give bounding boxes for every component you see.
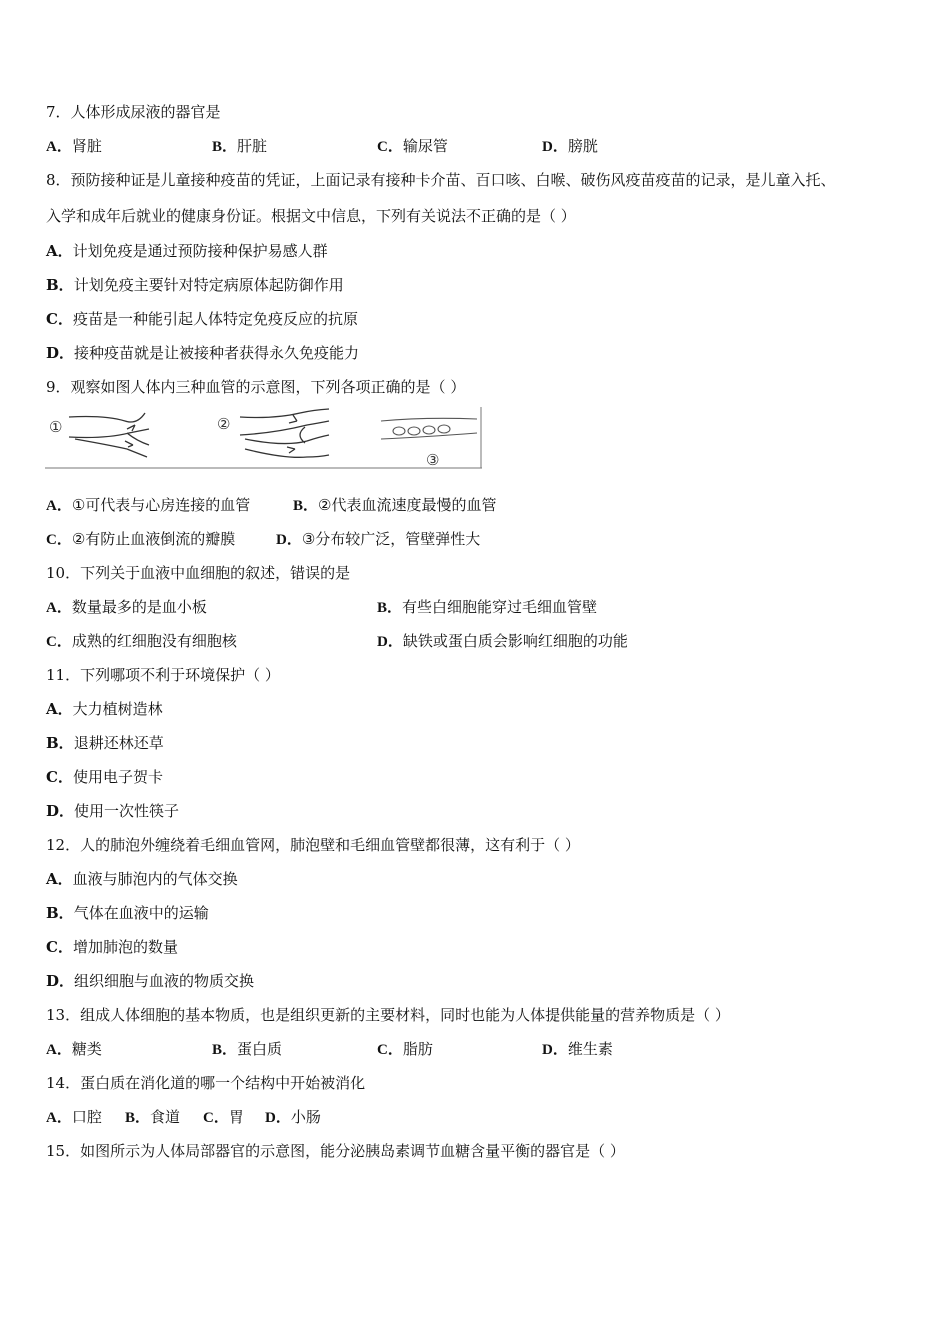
figure-label-3: ③ xyxy=(426,451,440,469)
question-11-option-d[interactable]: D．使用一次性筷子 xyxy=(46,802,180,820)
question-12-stem: 12．人的肺泡外缠绕着毛细血管网，肺泡壁和毛细血管壁都很薄，这有利于（ ） xyxy=(46,836,580,854)
option-a[interactable]: A．肾脏 xyxy=(46,137,102,155)
option-b[interactable]: B．有些白细胞能穿过毛细血管壁 xyxy=(377,598,598,616)
question-7-options xyxy=(46,136,598,157)
question-10-options-ab xyxy=(46,597,597,618)
question-8-stem: 8．预防接种证是儿童接种疫苗的凭证，上面记录有接种卡介苗、百口咳、白喉、破伤风疫苗疫苗的记录，是儿童入托、 xyxy=(46,171,836,189)
question-8-option-a[interactable]: A．计划免疫是通过预防接种保护易感人群 xyxy=(46,242,328,260)
option-a[interactable]: A．糖类 xyxy=(46,1040,102,1058)
question-11-option-b[interactable]: B．退耕还林还草 xyxy=(46,734,164,752)
question-15-stem: 15．如图所示为人体局部器官的示意图，能分泌胰岛素调节血糖含量平衡的器官是（ ） xyxy=(46,1142,625,1160)
option-a[interactable]: A．数量最多的是血小板 xyxy=(46,598,207,616)
question-8-option-b[interactable]: B．计划免疫主要针对特定病原体起防御作用 xyxy=(46,276,344,294)
question-9-options-cd xyxy=(46,529,480,550)
question-10-options-cd xyxy=(46,631,628,652)
question-13-stem: 13．组成人体细胞的基本物质，也是组织更新的主要材料，同时也能为人体提供能量的营养物质是（ ） xyxy=(46,1006,730,1024)
question-12-option-c[interactable]: C．增加肺泡的数量 xyxy=(46,938,178,956)
question-12-option-b[interactable]: B．气体在血液中的运输 xyxy=(46,904,209,922)
option-b[interactable]: B．肝脏 xyxy=(212,137,268,155)
question-8-option-c[interactable]: C．疫苗是一种能引起人体特定免疫反应的抗原 xyxy=(46,310,358,328)
question-12-option-a[interactable]: A．血液与肺泡内的气体交换 xyxy=(46,870,238,888)
figure-label-1: ① xyxy=(49,418,63,436)
option-d[interactable]: D．小肠 xyxy=(265,1108,321,1126)
question-14-stem: 14．蛋白质在消化道的哪一个结构中开始被消化 xyxy=(46,1074,366,1092)
question-7-stem: 7．人体形成尿液的器官是 xyxy=(46,103,221,121)
option-c[interactable]: C．成熟的红细胞没有细胞核 xyxy=(46,632,237,650)
question-8-stem-continued: 入学和成年后就业的健康身份证。根据文中信息，下列有关说法不正确的是（ ） xyxy=(46,207,576,225)
figure-label-2: ② xyxy=(217,415,231,433)
option-c[interactable]: C．输尿管 xyxy=(377,137,448,155)
question-14-options xyxy=(46,1107,321,1128)
option-a[interactable]: A．①可代表与心房连接的血管 xyxy=(46,496,251,514)
question-11-option-c[interactable]: C．使用电子贺卡 xyxy=(46,768,163,786)
option-c[interactable]: C．脂肪 xyxy=(377,1040,433,1058)
question-11-stem: 11．下列哪项不利于环境保护（ ） xyxy=(46,666,280,684)
option-b[interactable]: B．②代表血流速度最慢的血管 xyxy=(293,496,497,514)
question-8-option-d[interactable]: D．接种疫苗就是让被接种者获得永久免疫能力 xyxy=(46,344,360,362)
blood-vessel-diagram xyxy=(45,407,482,469)
option-c[interactable]: C．②有防止血液倒流的瓣膜 xyxy=(46,530,236,548)
option-a[interactable]: A．口腔 xyxy=(46,1108,102,1126)
vessel-2 xyxy=(240,409,329,457)
question-11-option-a[interactable]: A．大力植树造林 xyxy=(46,700,163,718)
question-13-options xyxy=(46,1039,613,1060)
option-b[interactable]: B．食道 xyxy=(125,1108,181,1126)
question-9-options-ab xyxy=(46,495,496,516)
option-b[interactable]: B．蛋白质 xyxy=(212,1040,283,1058)
option-d[interactable]: D．膀胱 xyxy=(542,137,598,155)
vessel-3 xyxy=(381,418,477,439)
option-d[interactable]: D．维生素 xyxy=(542,1040,613,1058)
option-d[interactable]: D．缺铁或蛋白质会影响红细胞的功能 xyxy=(377,632,628,650)
vessel-1 xyxy=(69,413,149,457)
option-c[interactable]: C．胃 xyxy=(203,1108,244,1126)
option-d[interactable]: D．③分布较广泛，管壁弹性大 xyxy=(276,530,481,548)
question-12-option-d[interactable]: D．组织细胞与血液的物质交换 xyxy=(46,972,255,990)
question-9-stem: 9．观察如图人体内三种血管的示意图，下列各项正确的是（ ） xyxy=(46,378,466,396)
question-10-stem: 10．下列关于血液中血细胞的叙述，错误的是 xyxy=(46,564,351,582)
